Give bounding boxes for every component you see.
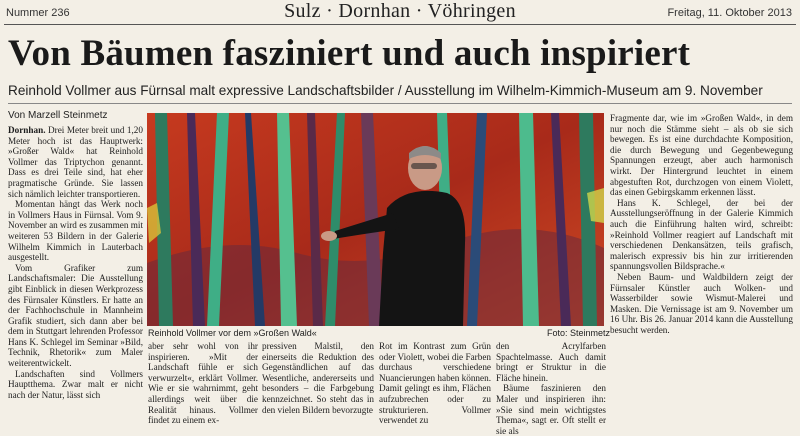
photo-credit: Foto: Steinmetz — [547, 328, 611, 338]
subhead-rule — [8, 103, 792, 104]
col6-paragraph-2: Hans K. Schlegel, der bei der Ausstellungseröffnung in der Galerie Kimmich auch die Einführung halten wird, schreibt: »Reinhold Vollmer reagiert auf Landschaft mit verschiedenen Denkansätzen, teils grafisch, malerisch expressiv bis hin zur irritierenden spannungsvollen Bildsprache.« — [610, 197, 793, 272]
byline: Von Marzell Steinmetz — [8, 110, 108, 121]
col1-paragraph-2: Momentan hängt das Werk noch in Vollmers Haus in Fürnsal. Vom 9. November an wird es zusammen mit weiteren 53 Bildern in der Galerie Wilhelm Kimmich in Lauterbach ausgestellt. — [8, 199, 143, 263]
col6-paragraph-3: Neben Baum- und Waldbildern zeigt der Fürnsaler Künstler auch Wolken- und Wasserbilder sowie Wismut-Malerei und Masken. Die Vernissage ist am 9. November um 16 Uhr. Bis 26. Januar 2014 kann die Ausstellung besucht werden. — [610, 271, 793, 335]
headline: Von Bäumen fasziniert und auch inspiriert — [8, 33, 691, 74]
dateline: Dornhan. — [8, 125, 46, 135]
header-rule — [4, 24, 796, 25]
column-3 — [262, 341, 374, 423]
subheadline: Reinhold Vollmer aus Fürnsal malt expressive Landschaftsbilder / Ausstellung im Wilhelm-Kimmich-Museum am 9. November — [8, 83, 763, 98]
col6-paragraph-1: Fragmente dar, wie im »Großen Wald«, in dem nur noch die Stämme sieht – als ob sie sich bewegen. Es ist eine durchdachte Komposition, die durch Bewegung und Gegenbewegung Spannungen erzeugt, aber auch harmonisch wirkt. Der Hintergrund leuchtet in einem abgestuften Rot, durchzogen von einem Violett, das einen Gebirgskamm erkennen lässt. — [610, 113, 793, 198]
col2-paragraph: aber sehr wohl von ihr inspirieren. »Mit der Landschaft fühle er sich verwurzelt«, erklärt Vollmer. Wie er sie wahrnimmt, geht allerdings weit über die Realität hinaus. Vollmer findet zu einem ex- — [148, 341, 258, 426]
column-6 — [610, 113, 793, 423]
column-4 — [379, 341, 491, 426]
col5-paragraph-1: den Acrylfarben Spachtelmasse. Auch damit bringt er Struktur in die Fläche hinein. — [496, 341, 606, 383]
column-5 — [496, 341, 606, 436]
col1-paragraph-3: Vom Grafiker zum Landschaftsmaler: Die Ausstellung gibt Einblick in diesen Werkprozess des Fürnsaler Künstlers. Er hatte an der Fachhochschule in Mannheim Grafik studiert, sich dann aber bei dem in Stuttgart lehrenden Professor Hans K. Schlegel im Seminar »Bild, Technik, Rhetorik« zum Maler weiterentwickelt. — [8, 262, 143, 369]
col5-paragraph-2: Bäume faszinieren den Maler und inspirieren ihn: »Sie sind mein wichtigstes Thema«, sagt er. Oft stellt er sie als — [496, 383, 606, 436]
column-1 — [8, 125, 143, 423]
photo-caption: Reinhold Vollmer vor dem »Großen Wald« — [148, 328, 317, 338]
article-photo — [147, 113, 604, 326]
col3-paragraph: pressiven Malstil, den einerseits die Reduktion des Gegenständlichen auf das Wesentliche, andererseits und besonders – die Farbgebung kennzeichnet. So steht das in den vielen Bildern bevorzugte — [262, 341, 374, 415]
locations-header: Sulz · Dornhan · Vöhringen — [284, 0, 516, 22]
issue-number: Nummer 236 — [6, 7, 70, 19]
col1-paragraph-4: Landschaften sind Vollmers Hauptthema. Zwar malt er nicht nach der Natur, lässt sich — [8, 368, 143, 400]
issue-date: Freitag, 11. Oktober 2013 — [667, 7, 792, 19]
painting-image — [147, 113, 604, 326]
col1-paragraph-1: Drei Meter breit und 1,20 Meter hoch ist das Hauptwerk: »Großer Wald« hat Reinhold Vollmer das Triptychon genannt. Dass es drei Teile sind, hat eher pragmatische Gründe. Sie lassen sich nämlich leichter transportieren. — [8, 125, 143, 199]
column-2 — [148, 341, 258, 426]
col4-paragraph: Rot im Kontrast zum Grün oder Violett, wobei die Farben durchaus verschiedene Nuancierungen haben können. Damit gelingt es ihm, Flächen aufzubrechen oder zu strukturieren. Vollmer verwendet zu — [379, 341, 491, 426]
